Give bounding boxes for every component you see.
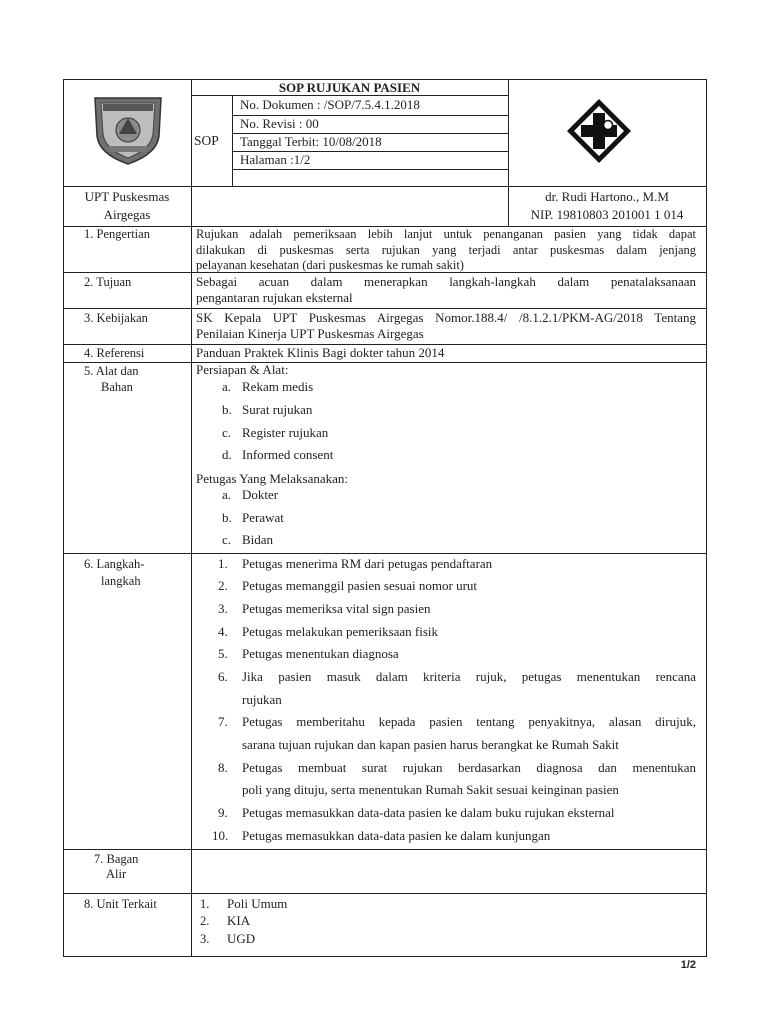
- step-text: Petugas menentukan diagnosa: [242, 646, 399, 661]
- step-text: poli yang dituju, serta menentukan Rumah Sakit sesuai keinginan pasien: [242, 782, 619, 797]
- step-text: Petugas memeriksa vital sign pasien: [242, 601, 431, 616]
- unit-text: Poli Umum: [227, 896, 288, 911]
- list-text: Perawat: [242, 510, 284, 525]
- tujuan-line-2: pengantaran rujukan eksternal: [196, 290, 353, 305]
- step-number: 2.: [218, 578, 228, 593]
- unit-number: 3.: [200, 932, 210, 946]
- page-number-field: Halaman :1/2: [240, 152, 311, 167]
- step-text: Petugas melakukan pemeriksaan fisik: [242, 624, 439, 639]
- step-text: Petugas memberitahu kepada pasien tentang penyakitnya, alasan dirujuk,: [242, 714, 696, 729]
- step-number: 7.: [218, 714, 228, 729]
- step-number: 1.: [218, 556, 228, 571]
- bagan-label-line1: 7. Bagan: [94, 852, 139, 866]
- langkah-label-line1: 6. Langkah-: [84, 557, 145, 571]
- bagan-label-line2: Alir: [106, 867, 127, 881]
- unit-number: 2.: [200, 914, 210, 928]
- list-marker: a.: [222, 487, 232, 502]
- step-text: Petugas memanggil pasien sesuai nomor urut: [242, 578, 478, 593]
- issue-date: Tanggal Terbit: 10/08/2018: [240, 134, 382, 149]
- step-text: Petugas memasukkan data-data pasien ke dalam buku rujukan eksternal: [242, 805, 615, 820]
- revision-number: No. Revisi : 00: [240, 116, 319, 131]
- list-text: Surat rujukan: [242, 402, 313, 417]
- list-marker: b.: [222, 510, 232, 525]
- unit-number: 1.: [200, 897, 210, 911]
- org-name-line2: Airgegas: [103, 207, 151, 222]
- alat-label-line1: 5. Alat dan: [84, 364, 139, 378]
- list-text: Dokter: [242, 487, 279, 502]
- unit-text: KIA: [227, 913, 251, 928]
- list-marker: c.: [222, 425, 232, 440]
- list-text: Informed consent: [242, 447, 334, 462]
- signer-nip: NIP. 19810803 201001 1 014: [530, 207, 684, 222]
- right-logo: [563, 96, 635, 166]
- section-label-tujuan: 2. Tujuan: [84, 275, 132, 289]
- step-number: 5.: [218, 646, 228, 661]
- step-number: 10.: [212, 828, 229, 843]
- list-marker: c.: [222, 532, 232, 547]
- list-text: Rekam medis: [242, 379, 314, 394]
- pengertian-line-2: dilakukan di puskesmas serta rujukan yang terjadi antar puskesmas dalam jenjang: [196, 243, 696, 257]
- langkah-label-line2: langkah: [101, 574, 141, 588]
- signer-name: dr. Rudi Hartono., M.M: [545, 189, 669, 204]
- list-marker: d.: [222, 447, 232, 462]
- list-marker: a.: [222, 379, 232, 394]
- step-number: 6.: [218, 669, 228, 684]
- referensi-text: Panduan Praktek Klinis Bagi dokter tahun 2014: [196, 345, 445, 360]
- list-marker: b.: [222, 402, 232, 417]
- left-logo: [89, 94, 167, 166]
- step-text: Petugas menerima RM dari petugas pendaftaran: [242, 556, 493, 571]
- section-label-referensi: 4. Referensi: [84, 346, 145, 360]
- step-text: rujukan: [242, 692, 282, 707]
- list-text: Register rujukan: [242, 425, 329, 440]
- section-label-pengertian: 1. Pengertian: [84, 227, 150, 241]
- step-number: 9.: [218, 805, 228, 820]
- step-number: 8.: [218, 760, 228, 775]
- kebijakan-line-1: SK Kepala UPT Puskesmas Airgegas Nomor.188.4/ /8.1.2.1/PKM-AG/2018 Tentang: [196, 310, 696, 325]
- org-name-line1: UPT Puskesmas: [84, 189, 170, 204]
- step-text: Petugas membuat surat rujukan berdasarkan diagnosa dan menentukan: [242, 760, 696, 775]
- tujuan-line-1: Sebagai acuan dalam menerapkan langkah-langkah dalam penatalaksanaan: [196, 274, 696, 289]
- step-number: 4.: [218, 624, 228, 639]
- step-text: sarana tujuan rujukan dan kapan pasien harus berangkat ke Rumah Sakit: [242, 737, 619, 752]
- section-label-unit: 8. Unit Terkait: [84, 897, 157, 911]
- sop-label: SOP: [194, 133, 219, 148]
- pengertian-line-3: pelayanan kesehatan (dari puskesmas ke rumah sakit): [196, 258, 464, 272]
- doc-title: SOP RUJUKAN PASIEN: [278, 80, 421, 95]
- list-text: Bidan: [242, 532, 274, 547]
- alat-label-line2: Bahan: [101, 380, 133, 394]
- footer-page-number: 1/2: [680, 959, 696, 971]
- doc-number: No. Dokumen : /SOP/7.5.4.1.2018: [240, 97, 420, 112]
- unit-text: UGD: [227, 931, 256, 946]
- kebijakan-line-2: Penilaian Kinerja UPT Puskesmas Airgegas: [196, 326, 424, 341]
- pengertian-line-1: Rujukan adalah pemeriksaan lebih lanjut untuk penanganan pasien yang tidak dapat: [196, 227, 696, 241]
- step-text: Jika pasien masuk dalam kriteria rujuk, petugas menentukan rencana: [242, 669, 696, 684]
- alat-intro: Persiapan & Alat:: [196, 362, 289, 377]
- step-number: 3.: [218, 601, 228, 616]
- section-label-kebijakan: 3. Kebijakan: [84, 311, 148, 325]
- step-text: Petugas memasukkan data-data pasien ke dalam kunjungan: [242, 828, 551, 843]
- staff-intro: Petugas Yang Melaksanakan:: [196, 471, 349, 486]
